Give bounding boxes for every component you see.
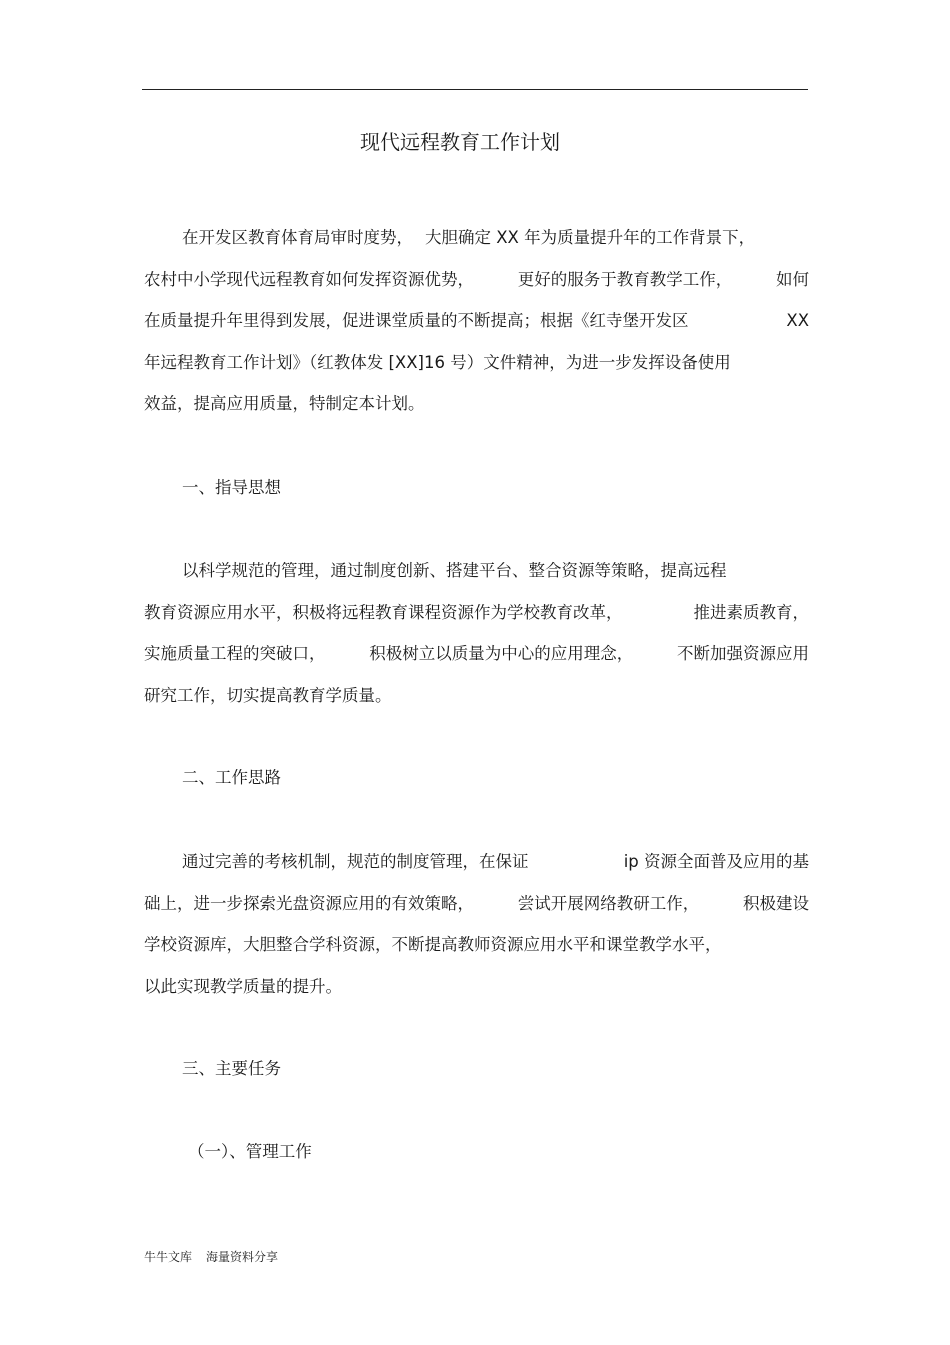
paragraph-line: 在质量提升年里得到发展，促进课堂质量的不断提高；根据《红寺堡开发区 XX — [144, 311, 809, 330]
paragraph-line: 学校资源库，大胆整合学科资源，不断提高教师资源应用水平和课堂教学水平， — [144, 935, 722, 954]
footer-site-name: 牛牛文库 — [144, 1250, 193, 1264]
paragraph-line: 研究工作，切实提高教育学质量。 — [144, 685, 392, 705]
page-footer — [144, 1248, 278, 1266]
paragraph-line: 效益，提高应用质量，特制定本计划。 — [144, 394, 425, 413]
intro-paragraph — [144, 217, 809, 425]
document-title: 现代远程教育工作计划 — [360, 130, 560, 154]
paragraph-line: 年远程教育工作计划》（红教体发 [XX]16 号）文件精神，为进一步发挥设备使用 — [144, 352, 731, 372]
paragraph-line: 础上，进一步探索光盘资源应用的有效策略， 尝试开展网络教研工作， 积极建设 — [144, 893, 809, 913]
header-rule — [142, 89, 808, 90]
paragraph-line: 在开发区教育体育局审时度势， 大胆确定 XX 年为质量提升年的工作背景下， — [182, 228, 756, 247]
paragraph-line: 教育资源应用水平，积极将远程教育课程资源作为学校教育改革， 推进素质教育， — [144, 602, 809, 622]
paragraph-line: 以此实现教学质量的提升。 — [144, 976, 342, 996]
paragraph-line: 通过完善的考核机制，规范的制度管理，在保证 ip 资源全面普及应用的基 — [182, 852, 809, 871]
paragraph-line: 实施质量工程的突破口， 积极树立以质量为中心的应用理念， 不断加强资源应用 — [144, 644, 809, 663]
subsection-heading: （一）、管理工作 — [188, 1142, 312, 1161]
footer-slogan: 海量资料分享 — [206, 1250, 279, 1264]
paragraph-line: 以科学规范的管理，通过制度创新、搭建平台、整合资源等策略，提高远程 — [182, 561, 727, 580]
section-heading: 二、工作思路 — [182, 768, 281, 787]
section-heading: 一、指导思想 — [182, 478, 281, 497]
section-heading: 三、主要任务 — [182, 1059, 281, 1078]
paragraph-line: 农村中小学现代远程教育如何发挥资源优势， 更好的服务于教育教学工作， 如何 — [144, 269, 809, 289]
section1-paragraph — [144, 550, 809, 716]
section2-paragraph — [144, 841, 809, 1007]
